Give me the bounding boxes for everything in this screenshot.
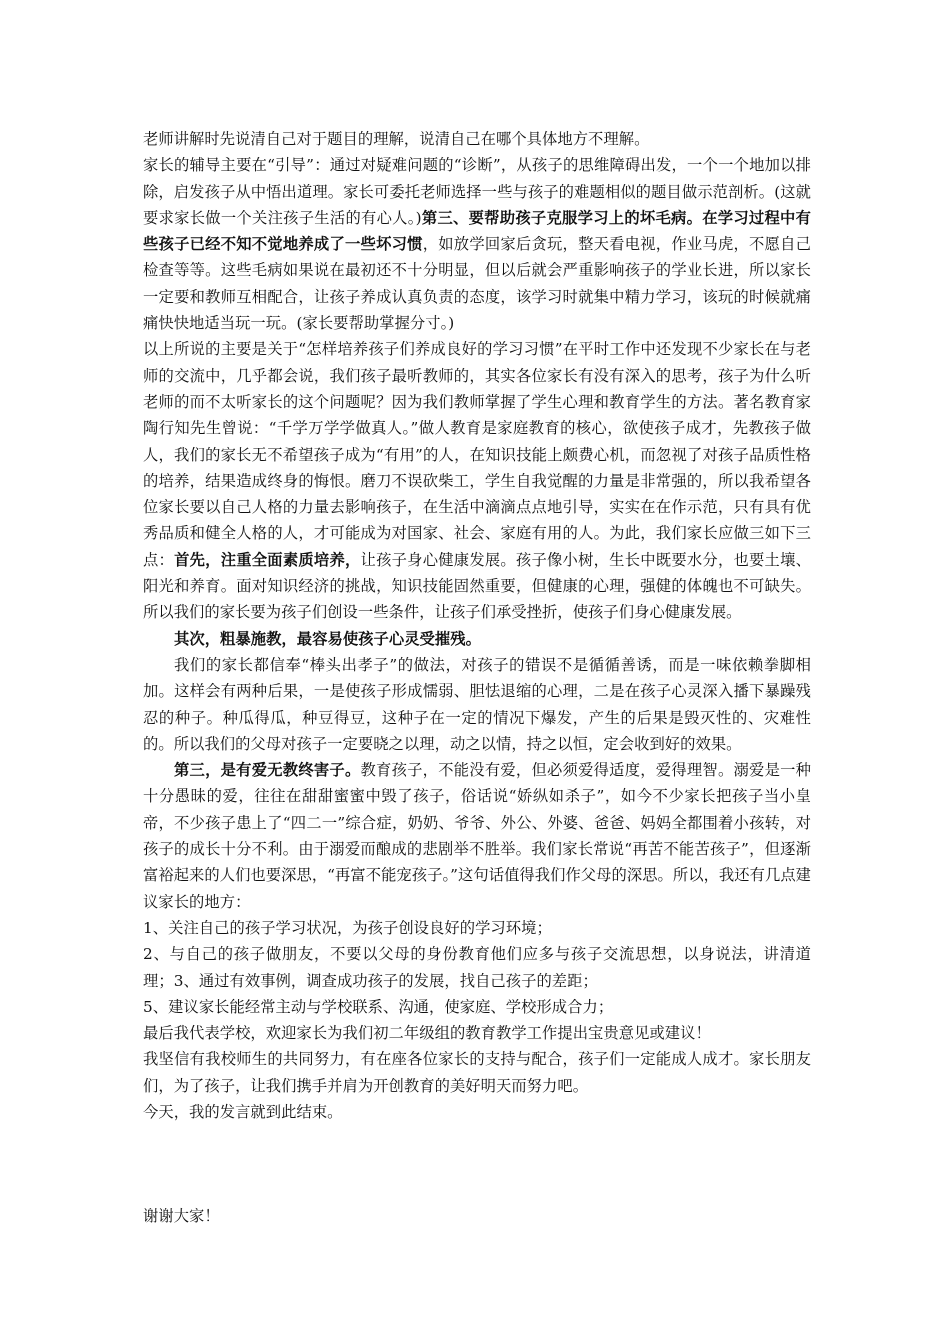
bold-heading-third-love: 第三，是有爱无教终害子。: [174, 761, 361, 780]
paragraph-6: [143, 757, 811, 915]
paragraph-closing-request: [143, 1020, 811, 1046]
paragraph-5: [143, 652, 811, 757]
text-segment: 最后我代表学校，欢迎家长为我们初二年级组的教育教学工作提出宝贵意见或建议！: [143, 1024, 711, 1043]
paragraph-end-speech: [143, 1099, 811, 1125]
text-segment: 家长的辅导主要在“引导”：通过对疑难问题的“诊断”，从孩子的思维障碍出发，一个一个地加以排除，启发孩子从中悟出道理。家长可委托老师选择一些与孩子的难题相似的题目做示范剖析。(这就要求家长做一个关注孩子生活的有心人。): [143, 156, 811, 227]
bold-heading-third: 第三、要帮助孩子克服学习上的坏毛病。在学习过程中有些孩子已经不知不觉地养成了一些坏习惯: [143, 208, 811, 254]
text-segment: 5、建议家长能经常主动与学校联系、沟通，使家庭、学校形成合力；: [143, 997, 614, 1016]
document-page: [143, 126, 811, 1230]
paragraph-3: [143, 336, 811, 625]
bold-heading-second: 其次，粗暴施教，最容易使孩子心灵受摧残。: [174, 629, 481, 648]
bold-heading-first: 首先，注重全面素质培养，: [174, 550, 361, 569]
text-segment: 我们的家长都信奉“棒头出孝子”的做法，对孩子的错误不是循循善诱，而是一味依赖拳脚相加。这样会有两种后果，一是使孩子形成懦弱、胆怯退缩的心理，二是在孩子心灵深入播下暴躁残忍的种子。种瓜得瓜，种豆得豆，这种子在一定的情况下爆发，产生的后果是毁灭性的、灾难性的。所以我们的父母对孩子一定要晓之以理，动之以情，持之以恒，定会收到好的效果。: [143, 655, 811, 753]
paragraph-belief: [143, 1046, 811, 1099]
text-segment: 今天，我的发言就到此结束。: [143, 1102, 343, 1121]
suggestion-2-3: [143, 941, 811, 994]
text-segment: 教育孩子，不能没有爱，但必须爱得适度，爱得理智。溺爱是一种十分愚昧的爱，往往在甜甜蜜蜜中毁了孩子，俗话说“娇纵如杀子”，如今不少家长把孩子当小皇帝，不少孩子患上了“四二一”综合症，奶奶、爷爷、外公、外婆、爸爸、妈妈全都围着小孩转，对孩子的成长十分不利。由于溺爱而酿成的悲剧举不胜举。我们家长常说“再苦不能苦孩子”，但逐渐富裕起来的人们也要深思，“再富不能宠孩子。”这句话值得我们作父母的深思。所以，我还有几点建议家长的地方：: [143, 761, 812, 911]
text-segment: 以上所说的主要是关于“怎样培养孩子们养成良好的学习习惯”在平时工作中还发现不少家长在与老师的交流中，几乎都会说，我们孩子最听教师的，其实各位家长有没有深入的思考，孩子为什么听老师的而不太听家长的这个问题呢？因为我们教师掌握了学生心理和教育学生的方法。著名教育家陶行知先生曾说：“千学万学学做真人。”做人教育是家庭教育的核心，欲使孩子成才，先教孩子做人，我们的家长无不希望孩子成为“有用”的人，在知识技能上颇费心机，而忽视了对孩子品质性格的培养，结果造成终身的悔恨。磨刀不误砍柴工，学生自我觉醒的力量是非常强的，所以我希望各位家长要以自己人格的力量去影响孩子，在生活中滴滴点点地引导，实实在在作示范，只有具有优秀品质和健全人格的人，才可能成为对国家、社会、家庭有用的人。为此，我们家长应做三如下三点：: [143, 340, 811, 569]
suggestion-5: [143, 994, 811, 1020]
text-segment: 2、与自己的孩子做朋友，不要以父母的身份教育他们应多与孩子交流思想，以身说法，讲清道理；3、通过有效事例，调查成功孩子的发展，找自己孩子的差距；: [143, 945, 811, 990]
paragraph-2: [143, 152, 811, 336]
text-segment: 老师讲解时先说清自己对于题目的理解，说清自己在哪个具体地方不理解。: [143, 130, 650, 148]
suggestion-1: [143, 915, 811, 941]
blank-spacing: [143, 1125, 811, 1203]
closing-thanks: [143, 1203, 811, 1229]
paragraph-1: [143, 126, 811, 152]
text-segment: 谢谢大家！: [143, 1207, 220, 1226]
text-segment: 1、关注自己的孩子学习状况，为孩子创设良好的学习环境；: [143, 918, 552, 937]
paragraph-4-heading: [143, 626, 811, 652]
text-segment: ，如放学回家后贪玩，整天看电视，作业马虎，不愿自己检查等等。这些毛病如果说在最初还不十分明显，但以后就会严重影响孩子的学业长进，所以家长一定要和教师互相配合，让孩子养成认真负责的态度，该学习时就集中精力学习，该玩的时候就痛痛快快地适当玩一玩。(家长要帮助掌握分寸。): [143, 235, 811, 333]
text-segment: 让孩子身心健康发展。孩子像小树，生长中既要水分，也要土壤、阳光和养育。面对知识经济的挑战，知识技能固然重要，但健康的心理，强健的体魄也不可缺失。所以我们的家长要为孩子们创设一些条件，让孩子们承受挫折，使孩子们身心健康发展。: [143, 550, 811, 622]
text-segment: 我坚信有我校师生的共同努力，有在座各位家长的支持与配合，孩子们一定能成人成才。家长朋友们，为了孩子，让我们携手并肩为开创教育的美好明天而努力吧。: [143, 1050, 811, 1095]
